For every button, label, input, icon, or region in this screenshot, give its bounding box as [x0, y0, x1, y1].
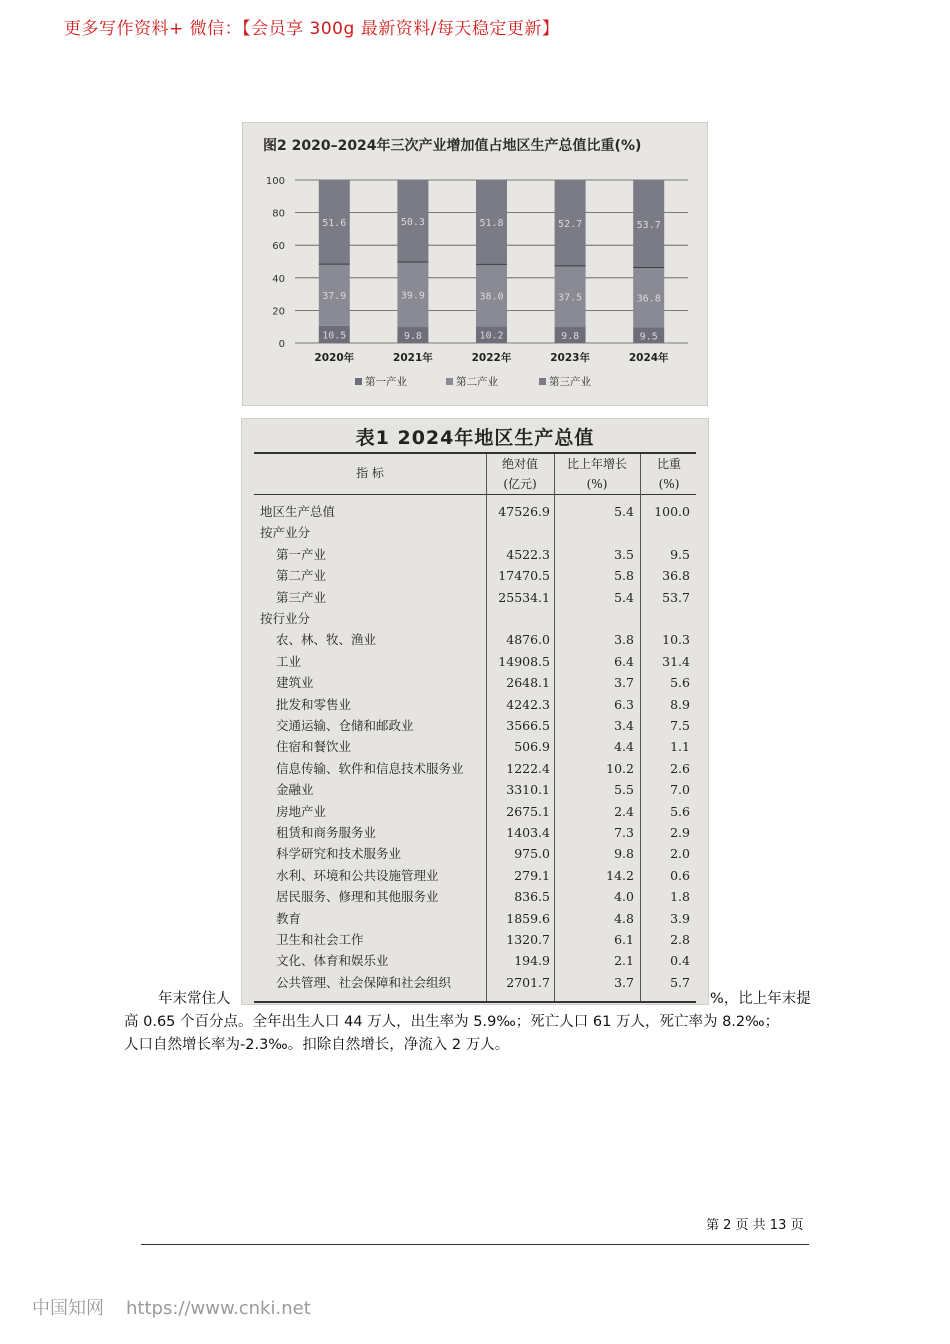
table-row	[242, 779, 708, 800]
table-row	[242, 544, 708, 565]
table-row	[242, 501, 708, 522]
bar-value-label: 39.9	[400, 290, 425, 302]
row-share-value: 8.9	[670, 696, 690, 712]
row-abs-value: 836.5	[514, 889, 550, 905]
row-share-value: 31.4	[662, 653, 690, 669]
x-tick-label: 2021年	[393, 352, 433, 364]
table-row	[242, 908, 708, 929]
table-row	[242, 843, 708, 864]
row-share-value: 100.0	[654, 504, 690, 519]
row-name: 第三产业	[276, 589, 327, 605]
row-growth-value: 2.4	[614, 803, 634, 819]
row-name: 居民服务、修理和其他服务业	[276, 889, 439, 905]
header-growth: 比上年增长	[566, 457, 627, 471]
x-tick-label: 2024年	[628, 352, 669, 364]
row-share-value: 5.6	[670, 803, 690, 819]
row-abs-value: 2675.1	[506, 803, 550, 819]
row-abs-value: 47526.9	[498, 504, 550, 519]
row-abs-value: 17470.5	[498, 568, 550, 584]
row-abs-value: 1320.7	[506, 932, 550, 947]
bar-value-label: 37.5	[558, 292, 583, 304]
row-growth-value: 3.5	[614, 546, 634, 562]
y-tick-label: 80	[272, 208, 285, 220]
row-abs-value: 3566.5	[506, 718, 550, 733]
row-share-value: 36.8	[662, 568, 690, 584]
row-abs-value: 194.9	[514, 953, 550, 969]
table-row	[242, 565, 708, 586]
row-growth-value: 5.4	[614, 504, 634, 519]
row-share-value: 5.7	[670, 974, 690, 990]
promo-banner: 更多写作资料+ 微信：【会员享 300g 最新资料/每天稳定更新】	[64, 19, 560, 39]
row-name: 金融业	[276, 782, 314, 798]
row-growth-value: 4.4	[614, 739, 634, 755]
row-share-value: 5.6	[670, 675, 690, 691]
bar-value-label: 9.8	[561, 331, 580, 343]
row-name: 按行业分	[260, 611, 311, 626]
header-abs: 绝对值	[501, 457, 538, 471]
y-tick-label: 0	[278, 339, 285, 350]
table-row	[242, 736, 708, 757]
watermark-url: https://www.cnki.net	[126, 1298, 311, 1319]
bar-value-label: 9.8	[403, 331, 422, 343]
table-row	[242, 694, 708, 715]
row-abs-value: 279.1	[514, 867, 550, 883]
row-growth-value: 3.4	[614, 718, 634, 733]
y-tick-label: 60	[272, 241, 285, 253]
row-growth-value: 7.3	[614, 825, 634, 840]
bar-value-label: 51.8	[479, 218, 504, 230]
legend-swatch	[539, 378, 546, 385]
row-abs-value: 25534.1	[498, 589, 550, 605]
bar-value-label: 53.7	[636, 219, 661, 231]
bar-value-label: 10.5	[322, 330, 347, 342]
bar-value-label: 38.0	[479, 291, 504, 303]
row-share-value: 7.5	[670, 718, 690, 733]
bar-value-label: 36.8	[636, 293, 661, 305]
row-name: 工业	[276, 653, 302, 669]
bar-value-label: 37.9	[322, 290, 347, 302]
table-row	[242, 865, 708, 886]
row-abs-value: 1403.4	[506, 825, 550, 840]
row-growth-value: 5.8	[614, 568, 634, 584]
body-line-2: 高 0.65 个百分点。全年出生人口 44 万人，出生率为 5.9‰；死亡人口 61 万人，死亡率为 8.2‰；	[124, 1014, 780, 1030]
row-growth-value: 6.1	[614, 932, 634, 947]
row-name: 第一产业	[276, 546, 327, 562]
row-growth-value: 4.0	[614, 889, 634, 905]
row-share-value: 1.1	[670, 739, 690, 755]
row-growth-value: 6.3	[614, 696, 634, 712]
row-share-value: 10.3	[662, 632, 690, 648]
row-growth-value: 2.1	[614, 953, 634, 969]
legend-label: 第二产业	[456, 376, 498, 388]
row-name: 建筑业	[276, 675, 314, 691]
header-growth-unit: (%)	[586, 477, 608, 491]
table-row	[242, 629, 708, 650]
row-name: 住宿和餐饮业	[276, 739, 352, 755]
x-tick-label: 2023年	[550, 352, 590, 364]
table-row	[242, 651, 708, 672]
row-name: 租赁和商务服务业	[276, 825, 377, 840]
table-row	[242, 886, 708, 907]
row-share-value: 9.5	[670, 546, 690, 562]
legend-label: 第一产业	[365, 376, 407, 388]
bar-value-label: 52.7	[558, 218, 583, 230]
row-growth-value: 4.8	[614, 910, 634, 926]
body-line-3: 人口自然增长率为-2.3‰。扣除自然增长，净流入 2 万人。	[124, 1037, 510, 1053]
row-name: 批发和零售业	[276, 696, 352, 712]
row-name: 科学研究和技术服务业	[276, 846, 402, 862]
row-abs-value: 975.0	[514, 846, 550, 862]
row-growth-value: 3.7	[614, 675, 634, 691]
row-abs-value: 1222.4	[506, 760, 550, 776]
row-abs-value: 2701.7	[506, 974, 550, 990]
y-tick-label: 20	[272, 306, 285, 318]
row-growth-value: 5.5	[614, 782, 634, 798]
watermark-site: 中国知网	[32, 1298, 104, 1319]
table-row	[242, 801, 708, 822]
row-abs-value: 3310.1	[506, 782, 550, 798]
gdp-share-chart	[242, 122, 708, 406]
header-abs-unit: (亿元)	[503, 477, 537, 491]
row-share-value: 2.0	[670, 846, 690, 862]
bar-value-label: 10.2	[479, 330, 504, 342]
y-tick-label: 100	[265, 176, 285, 187]
x-tick-label: 2020年	[314, 352, 355, 364]
row-abs-value: 506.9	[514, 739, 550, 755]
row-name: 交通运输、仓储和邮政业	[276, 718, 414, 733]
row-share-value: 2.9	[670, 825, 690, 840]
legend-swatch	[446, 378, 453, 385]
bar-value-label: 9.5	[639, 331, 658, 343]
header-share: 比重	[656, 457, 681, 471]
chart-title: 图2 2020–2024年三次产业增加值占地区生产总值比重(%)	[263, 138, 642, 154]
body-line-1-end: %，比上年末提	[710, 991, 811, 1007]
row-abs-value: 2648.1	[506, 675, 550, 691]
table-row	[242, 522, 708, 543]
row-abs-value: 4876.0	[506, 632, 550, 648]
row-name: 第二产业	[276, 568, 327, 584]
row-name: 农、林、牧、渔业	[276, 632, 377, 648]
row-share-value: 3.9	[670, 910, 690, 926]
y-tick-label: 40	[272, 273, 285, 285]
row-name: 地区生产总值	[260, 504, 336, 519]
row-abs-value: 4522.3	[506, 546, 550, 562]
row-abs-value: 1859.6	[506, 910, 550, 926]
row-name: 水利、环境和公共设施管理业	[276, 867, 439, 883]
row-name: 教育	[276, 910, 302, 926]
table-row	[242, 608, 708, 629]
table-row	[242, 672, 708, 693]
x-tick-label: 2022年	[471, 352, 512, 364]
row-name: 房地产业	[276, 803, 327, 819]
row-share-value: 0.4	[670, 953, 690, 969]
body-line-1-start: 年末常住人	[158, 991, 231, 1007]
table-row	[242, 758, 708, 779]
bar-value-label: 50.3	[400, 216, 425, 228]
legend-swatch	[355, 378, 362, 385]
table-row	[242, 587, 708, 608]
row-name: 公共管理、社会保障和社会组织	[276, 974, 452, 990]
row-share-value: 2.6	[670, 760, 690, 776]
row-growth-value: 14.2	[606, 867, 634, 883]
header-share-unit: (%)	[658, 477, 680, 491]
gdp-table	[241, 418, 709, 1005]
row-share-value: 2.8	[670, 932, 690, 947]
row-share-value: 7.0	[670, 782, 690, 798]
row-share-value: 1.8	[670, 889, 690, 905]
row-share-value: 53.7	[662, 589, 690, 605]
row-growth-value: 3.7	[614, 974, 634, 990]
row-name: 卫生和社会工作	[276, 932, 364, 947]
footer-rule	[141, 1244, 809, 1245]
legend-label: 第三产业	[549, 376, 591, 388]
table-row	[242, 715, 708, 736]
table-header-rule	[254, 494, 696, 495]
row-name: 文化、体育和娱乐业	[276, 953, 389, 969]
page-number: 第 2 页 共 13 页	[706, 1218, 804, 1233]
row-growth-value: 5.4	[614, 589, 634, 605]
table-title: 表1 2024年地区生产总值	[355, 427, 595, 449]
chart-plot	[243, 123, 709, 407]
row-share-value: 0.6	[670, 867, 690, 883]
row-growth-value: 3.8	[614, 632, 634, 648]
table-row	[242, 822, 708, 843]
row-name: 信息传输、软件和信息技术服务业	[276, 760, 464, 776]
row-abs-value: 14908.5	[498, 653, 550, 669]
header-indicator: 指 标	[356, 466, 384, 480]
row-name: 按产业分	[260, 525, 311, 541]
watermark	[32, 1294, 311, 1320]
row-growth-value: 9.8	[614, 846, 634, 862]
table-row	[242, 950, 708, 971]
row-growth-value: 6.4	[614, 653, 634, 669]
bar-value-label: 51.6	[322, 218, 347, 230]
row-growth-value: 10.2	[606, 760, 634, 776]
table-row	[242, 929, 708, 950]
row-abs-value: 4242.3	[506, 696, 550, 712]
